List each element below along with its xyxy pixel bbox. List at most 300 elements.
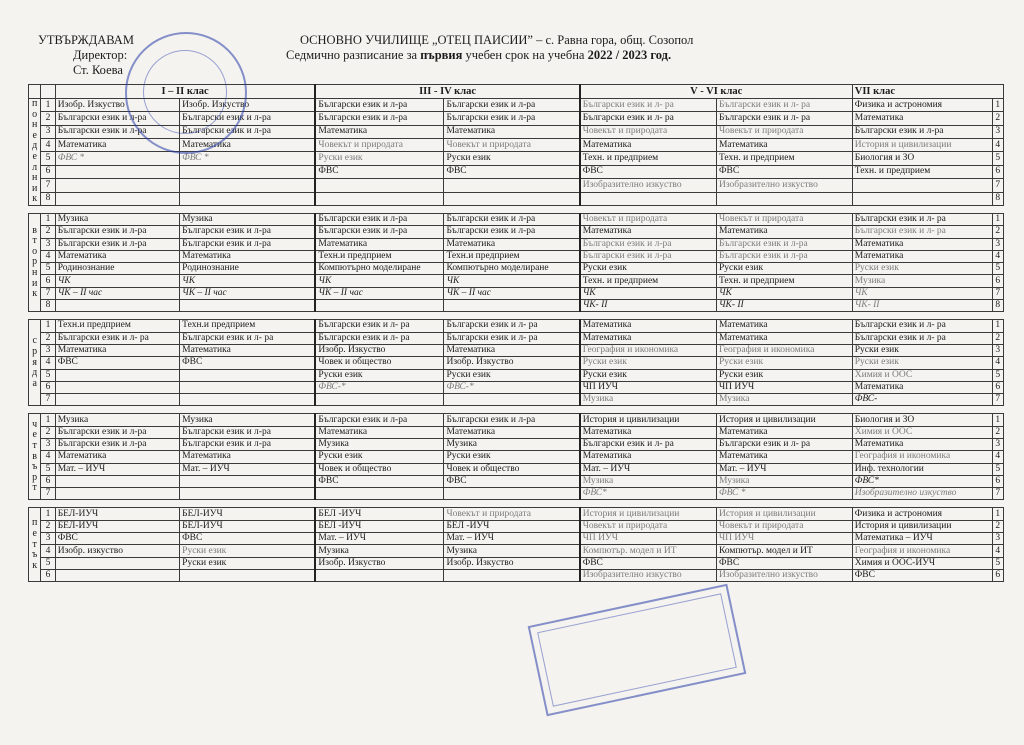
table-row — [29, 414, 1004, 426]
lesson-cell: ЧК- II — [580, 300, 717, 312]
lesson-cell — [180, 369, 316, 381]
day-letter: е — [32, 429, 37, 441]
column-header-3-4: III - IV клас — [315, 85, 579, 99]
lesson-cell: Български език и л-ра — [55, 226, 179, 238]
separator-cell — [29, 500, 1004, 508]
lesson-cell: Руски език — [580, 263, 717, 275]
lesson-cell: Изобразително изкуство — [580, 179, 717, 192]
lesson-cell: Руски език — [580, 357, 717, 369]
lesson-cell: География и икономика — [852, 545, 992, 557]
table-row — [29, 320, 1004, 332]
lesson-cell: Математика – ИУЧ — [852, 533, 992, 545]
lesson-cell: Изобр. изкуство — [55, 545, 179, 557]
lesson-cell: Математика — [315, 238, 444, 250]
lesson-cell: Математика — [444, 125, 580, 138]
lesson-cell: Човекът и природата — [315, 139, 444, 152]
lesson-cell — [55, 369, 179, 381]
lesson-cell: Руски език — [852, 344, 992, 356]
lesson-cell: Български език и л-ра — [444, 112, 580, 125]
table-row — [29, 381, 1004, 393]
lesson-cell: БЕЛ -ИУЧ — [315, 508, 444, 520]
school-title: ОСНОВНО УЧИЛИЩЕ „ОТЕЦ ПАИСИИ” – с. Равна гора, общ. Созопол — [300, 33, 694, 47]
lesson-cell: Български език и л-ра — [444, 414, 580, 426]
day-letter: в — [32, 224, 38, 236]
lesson-cell: История и цивилизации — [716, 508, 852, 520]
lesson-cell: Инф. технологии — [852, 463, 992, 475]
lesson-cell: Техн.и предприем — [444, 250, 580, 262]
period-number: 5 — [41, 369, 55, 381]
lesson-cell: Математика — [315, 125, 444, 138]
day-letter: п — [31, 98, 38, 109]
lesson-cell: Човекът и природата — [444, 508, 580, 520]
period-number-right: 5 — [992, 463, 1003, 475]
day-letter: и — [31, 277, 38, 289]
lesson-cell: БЕЛ-ИУЧ — [55, 508, 179, 520]
lesson-cell: Български език и л- ра — [580, 438, 717, 450]
period-number: 1 — [41, 320, 55, 332]
day-letter: к — [32, 193, 38, 205]
lesson-cell: География и икономика — [580, 344, 717, 356]
lesson-cell: Музика — [315, 545, 444, 557]
period-number: 2 — [41, 226, 55, 238]
lesson-cell: Български език и л- ра — [444, 332, 580, 344]
table-row — [29, 250, 1004, 262]
period-number-right: 6 — [992, 275, 1003, 287]
lesson-cell — [444, 300, 580, 312]
lesson-cell: ЧК — [580, 287, 717, 299]
lesson-cell: Изобр. Изкуство — [180, 99, 316, 112]
day-letter: я — [32, 356, 37, 368]
lesson-cell: Математика — [180, 344, 316, 356]
table-row — [29, 475, 1004, 487]
lesson-cell: ЧК — [852, 287, 992, 299]
lesson-cell: Български език и л-ра — [55, 438, 179, 450]
lesson-cell: Музика — [180, 414, 316, 426]
lesson-cell: ФВС — [580, 557, 717, 569]
lesson-cell: Български език и л-ра — [444, 99, 580, 112]
period-number-right: 5 — [992, 557, 1003, 569]
lesson-cell: Техн.и предприем — [55, 320, 179, 332]
lesson-cell: ФВС — [180, 357, 316, 369]
period-number-right: 2 — [992, 520, 1003, 532]
lesson-cell: Руски език — [852, 357, 992, 369]
table-row — [29, 344, 1004, 356]
lesson-cell — [55, 179, 179, 192]
day-letter: е — [32, 150, 37, 162]
lesson-cell: Човек и общество — [315, 463, 444, 475]
period-number-right: 4 — [992, 250, 1003, 262]
lesson-cell: ЧК — [180, 275, 316, 287]
period-number: 1 — [41, 99, 55, 112]
lesson-cell: Техн. и предприем — [852, 165, 992, 178]
lesson-cell — [180, 300, 316, 312]
day-name-cell — [29, 508, 41, 582]
period-number-right: 5 — [992, 263, 1003, 275]
lesson-cell: Български език и л-ра — [315, 414, 444, 426]
period-number-right: 6 — [992, 381, 1003, 393]
day-letter: т — [32, 538, 37, 550]
lesson-cell: Български език и л-ра — [315, 99, 444, 112]
lesson-cell: БЕЛ-ИУЧ — [55, 520, 179, 532]
lesson-cell: Български език и л- ра — [716, 438, 852, 450]
period-number-right: 1 — [992, 213, 1003, 225]
lesson-cell: Български език и л-ра — [180, 125, 316, 138]
day-separator — [29, 205, 1004, 213]
lesson-cell: История и цивилизации — [852, 139, 992, 152]
lesson-cell: Техн. и предприем — [580, 275, 717, 287]
lesson-cell: ЧК — [55, 275, 179, 287]
lesson-cell: Математика — [580, 451, 717, 463]
lesson-cell: Музика — [444, 545, 580, 557]
lesson-cell — [315, 569, 444, 581]
lesson-cell: Български език и л-ра — [716, 238, 852, 250]
lesson-cell: Български език и л- ра — [852, 226, 992, 238]
day-letter: ч — [32, 418, 38, 430]
lesson-cell: ФВС- — [852, 394, 992, 406]
period-number: 6 — [41, 475, 55, 487]
lesson-cell: Руски език — [315, 369, 444, 381]
day-letter: н — [31, 172, 38, 184]
period-number-right: 1 — [992, 508, 1003, 520]
period-number: 7 — [41, 488, 55, 500]
lesson-cell: Изобразително изкуство — [716, 569, 852, 581]
lesson-cell: Техн.и предприем — [180, 320, 316, 332]
table-row — [29, 451, 1004, 463]
lesson-cell: Математика — [580, 226, 717, 238]
lesson-cell: История и цивилизации — [716, 414, 852, 426]
period-number: 7 — [41, 394, 55, 406]
lesson-cell: Математика — [580, 320, 717, 332]
lesson-cell: Математика — [852, 250, 992, 262]
day-letter: к — [32, 559, 38, 571]
lesson-cell: Биология и ЗО — [852, 414, 992, 426]
period-number-right: 1 — [992, 414, 1003, 426]
lesson-cell: Изобр. Изкуство — [315, 557, 444, 569]
lesson-cell: История и цивилизации — [580, 508, 717, 520]
period-number-right: 6 — [992, 165, 1003, 178]
lesson-cell: БЕЛ -ИУЧ — [315, 520, 444, 532]
lesson-cell: Мат. – ИУЧ — [580, 463, 717, 475]
lesson-cell: Руски език — [852, 263, 992, 275]
period-number: 1 — [41, 213, 55, 225]
lesson-cell — [580, 192, 717, 205]
lesson-cell: ФВС — [180, 533, 316, 545]
table-row — [29, 192, 1004, 205]
lesson-cell — [55, 557, 179, 569]
lesson-cell: Мат. – ИУЧ — [716, 463, 852, 475]
table-row — [29, 569, 1004, 581]
lesson-cell: БЕЛ -ИУЧ — [444, 520, 580, 532]
table-row — [29, 213, 1004, 225]
lesson-cell: ФВС — [444, 165, 580, 178]
lesson-cell: Човекът и природата — [580, 125, 717, 138]
period-number-right: 6 — [992, 569, 1003, 581]
lesson-cell: Български език и л-ра — [580, 250, 717, 262]
day-letter: т — [32, 482, 37, 494]
period-number: 4 — [41, 451, 55, 463]
lesson-cell: Математика — [444, 344, 580, 356]
lesson-cell: Математика — [716, 451, 852, 463]
period-number: 3 — [41, 238, 55, 250]
lesson-cell: Математика — [444, 426, 580, 438]
day-name-cell — [29, 213, 41, 311]
period-number: 1 — [41, 414, 55, 426]
lesson-cell: История и цивилизации — [852, 520, 992, 532]
table-row — [29, 287, 1004, 299]
lesson-cell: ФВС — [852, 569, 992, 581]
lesson-cell: Български език и л-ра — [180, 426, 316, 438]
lesson-cell: Математика — [716, 332, 852, 344]
lesson-cell — [55, 569, 179, 581]
lesson-cell — [180, 569, 316, 581]
lesson-cell: ЧК – II час — [315, 287, 444, 299]
lesson-cell: Музика — [55, 414, 179, 426]
lesson-cell: Български език и л-ра — [444, 213, 580, 225]
lesson-cell — [315, 179, 444, 192]
period-number: 2 — [41, 112, 55, 125]
day-letter: д — [32, 367, 38, 379]
day-separator — [29, 500, 1004, 508]
lesson-cell: Мат. – ИУЧ — [444, 533, 580, 545]
lesson-cell: Български език и л- ра — [852, 332, 992, 344]
lesson-cell: ЧК – II час — [55, 287, 179, 299]
lesson-cell — [55, 381, 179, 393]
lesson-cell: Математика — [180, 139, 316, 152]
lesson-cell: Руски език — [444, 451, 580, 463]
day-name-cell — [29, 320, 41, 406]
lesson-cell: ФВС-* — [444, 381, 580, 393]
period-number-right: 7 — [992, 179, 1003, 192]
lesson-cell: Математика — [315, 426, 444, 438]
lesson-cell: Изобр. Изкуство — [55, 99, 179, 112]
separator-cell — [29, 312, 1004, 320]
lesson-cell: ЧК — [716, 287, 852, 299]
lesson-cell: Химия и ООС — [852, 426, 992, 438]
table-row — [29, 263, 1004, 275]
lesson-cell: Техн. и предприем — [716, 275, 852, 287]
period-number: 1 — [41, 508, 55, 520]
lesson-cell: Музика — [55, 213, 179, 225]
lesson-cell: Български език и л-ра — [55, 426, 179, 438]
approval-heading: УТВЪРЖДАВАМ — [38, 33, 134, 47]
period-number: 2 — [41, 426, 55, 438]
day-name-cell — [29, 414, 41, 500]
day-letter: н — [31, 119, 38, 131]
period-number: 3 — [41, 438, 55, 450]
period-number: 6 — [41, 569, 55, 581]
period-number: 5 — [41, 557, 55, 569]
period-number-right: 3 — [992, 238, 1003, 250]
lesson-cell: ФВС* — [852, 475, 992, 487]
period-number-right: 5 — [992, 369, 1003, 381]
lesson-cell: Български език и л- ра — [580, 112, 717, 125]
lesson-cell: Изобразително изкуство — [580, 569, 717, 581]
lesson-cell: География и икономика — [716, 344, 852, 356]
lesson-cell: Български език и л-ра — [444, 226, 580, 238]
lesson-cell — [444, 569, 580, 581]
lesson-cell: Музика — [180, 213, 316, 225]
lesson-cell: Български език и л- ра — [315, 332, 444, 344]
lesson-cell: Изобразително изкуство — [852, 488, 992, 500]
lesson-cell: Музика — [716, 475, 852, 487]
lesson-cell: Руски език — [444, 152, 580, 165]
lesson-cell: Български език и л- ра — [580, 99, 717, 112]
lesson-cell: Техн. и предприем — [716, 152, 852, 165]
column-header-1-2: I – II клас — [55, 85, 315, 99]
day-letter: к — [32, 288, 38, 300]
seal-left — [125, 32, 247, 154]
table-row — [29, 165, 1004, 178]
lesson-cell: Човекът и природата — [716, 125, 852, 138]
period-number: 4 — [41, 250, 55, 262]
lesson-cell: ЧП ИУЧ — [716, 533, 852, 545]
lesson-cell: Руски език — [180, 545, 316, 557]
lesson-cell: Компютърно моделиране — [315, 263, 444, 275]
period-number-right: 4 — [992, 139, 1003, 152]
table-row — [29, 369, 1004, 381]
director-label: Директор: — [73, 48, 128, 62]
period-number: 3 — [41, 344, 55, 356]
lesson-cell: История и цивилизации — [580, 414, 717, 426]
lesson-cell: ЧК — [444, 275, 580, 287]
lesson-cell: Руски език — [444, 369, 580, 381]
period-number-right: 8 — [992, 192, 1003, 205]
lesson-cell: Математика — [180, 250, 316, 262]
lesson-cell — [852, 179, 992, 192]
period-number: 4 — [41, 139, 55, 152]
period-number-right: 4 — [992, 357, 1003, 369]
lesson-cell: Човекът и природата — [716, 213, 852, 225]
table-row — [29, 226, 1004, 238]
lesson-cell: Музика — [315, 438, 444, 450]
lesson-cell: Български език и л- ра — [716, 99, 852, 112]
lesson-cell — [315, 394, 444, 406]
lesson-cell: Химия и ООС-ИУЧ — [852, 557, 992, 569]
lesson-cell: Човек и общество — [315, 357, 444, 369]
table-row — [29, 238, 1004, 250]
lesson-cell — [180, 475, 316, 487]
lesson-cell: Компютърно моделиране — [444, 263, 580, 275]
period-number-right: 1 — [992, 99, 1003, 112]
lesson-cell: Музика — [716, 394, 852, 406]
lesson-cell: Математика — [55, 451, 179, 463]
lesson-cell: Български език и л- ра — [180, 332, 316, 344]
period-number-right: 5 — [992, 152, 1003, 165]
lesson-cell: Математика — [180, 451, 316, 463]
lesson-cell — [55, 300, 179, 312]
lesson-cell: Мат. – ИУЧ — [55, 463, 179, 475]
lesson-cell: ЧК- II — [852, 300, 992, 312]
lesson-cell: Човек и общество — [444, 463, 580, 475]
lesson-cell: Математика — [852, 381, 992, 393]
lesson-cell: ФВС — [55, 533, 179, 545]
lesson-cell — [852, 192, 992, 205]
lesson-cell: Човекът и природата — [716, 520, 852, 532]
lesson-cell: ФВС * — [55, 152, 179, 165]
lesson-cell: Български език и л- ра — [55, 332, 179, 344]
lesson-cell — [716, 192, 852, 205]
lesson-cell: Руски език — [716, 369, 852, 381]
table-row — [29, 545, 1004, 557]
lesson-cell — [180, 165, 316, 178]
day-letter: ъ — [32, 461, 38, 473]
lesson-cell: Руски език — [716, 357, 852, 369]
period-number-right: 3 — [992, 125, 1003, 138]
day-letter: и — [31, 182, 38, 194]
period-number-right: 1 — [992, 320, 1003, 332]
lesson-cell: Музика — [580, 475, 717, 487]
lesson-cell — [55, 192, 179, 205]
lesson-cell: Техн. и предприем — [580, 152, 717, 165]
lesson-cell: Компютър. модел и ИТ — [580, 545, 717, 557]
lesson-cell — [315, 488, 444, 500]
lesson-cell: Български език и л- ра — [716, 112, 852, 125]
table-row — [29, 520, 1004, 532]
table-row — [29, 426, 1004, 438]
column-header-5-6: V - VI клас — [580, 85, 853, 99]
lesson-cell: Руски език — [180, 557, 316, 569]
lesson-cell: Химия и ООС — [852, 369, 992, 381]
lesson-cell: Български език и л-ра — [580, 238, 717, 250]
period-number-right: 2 — [992, 426, 1003, 438]
lesson-cell: ЧП ИУЧ — [580, 381, 717, 393]
lesson-cell — [55, 475, 179, 487]
lesson-cell: ФВС — [716, 557, 852, 569]
lesson-cell: ЧК — [315, 275, 444, 287]
table-row — [29, 394, 1004, 406]
lesson-cell: Музика — [852, 275, 992, 287]
lesson-cell — [444, 192, 580, 205]
period-number-right: 4 — [992, 545, 1003, 557]
weekly-schedule-table — [28, 84, 1004, 582]
lesson-cell: Български език и л-ра — [180, 238, 316, 250]
period-number-right: 6 — [992, 475, 1003, 487]
period-number-right: 7 — [992, 488, 1003, 500]
lesson-cell: Изобразително изкуство — [716, 179, 852, 192]
period-number-right: 4 — [992, 451, 1003, 463]
period-number: 6 — [41, 275, 55, 287]
lesson-cell: ФВС-* — [315, 381, 444, 393]
day-letter: р — [32, 345, 38, 357]
table-row — [29, 300, 1004, 312]
day-letter: л — [32, 161, 38, 173]
lesson-cell: Изобр. Изкуство — [315, 344, 444, 356]
lesson-cell: Български език и л- ра — [315, 320, 444, 332]
lesson-cell: ФВС * — [716, 488, 852, 500]
day-letter: е — [32, 527, 37, 539]
lesson-cell: Математика — [55, 139, 179, 152]
table-row — [29, 488, 1004, 500]
lesson-cell: ФВС* — [580, 488, 717, 500]
lesson-cell: ЧК – II час — [444, 287, 580, 299]
period-number-right: 8 — [992, 300, 1003, 312]
lesson-cell: Човекът и природата — [444, 139, 580, 152]
period-number: 5 — [41, 263, 55, 275]
period-number: 7 — [41, 287, 55, 299]
table-row — [29, 508, 1004, 520]
lesson-cell: Български език и л-ра — [180, 438, 316, 450]
period-number-right: 7 — [992, 394, 1003, 406]
lesson-cell: Български език и л-ра — [55, 238, 179, 250]
period-number: 6 — [41, 165, 55, 178]
separator-cell — [29, 406, 1004, 414]
day-letter: о — [32, 108, 38, 120]
table-row — [29, 557, 1004, 569]
period-number: 6 — [41, 381, 55, 393]
lesson-cell: ФВС * — [180, 152, 316, 165]
lesson-cell: Български език и л-ра — [315, 226, 444, 238]
lesson-cell: Български език и л-ра — [180, 226, 316, 238]
